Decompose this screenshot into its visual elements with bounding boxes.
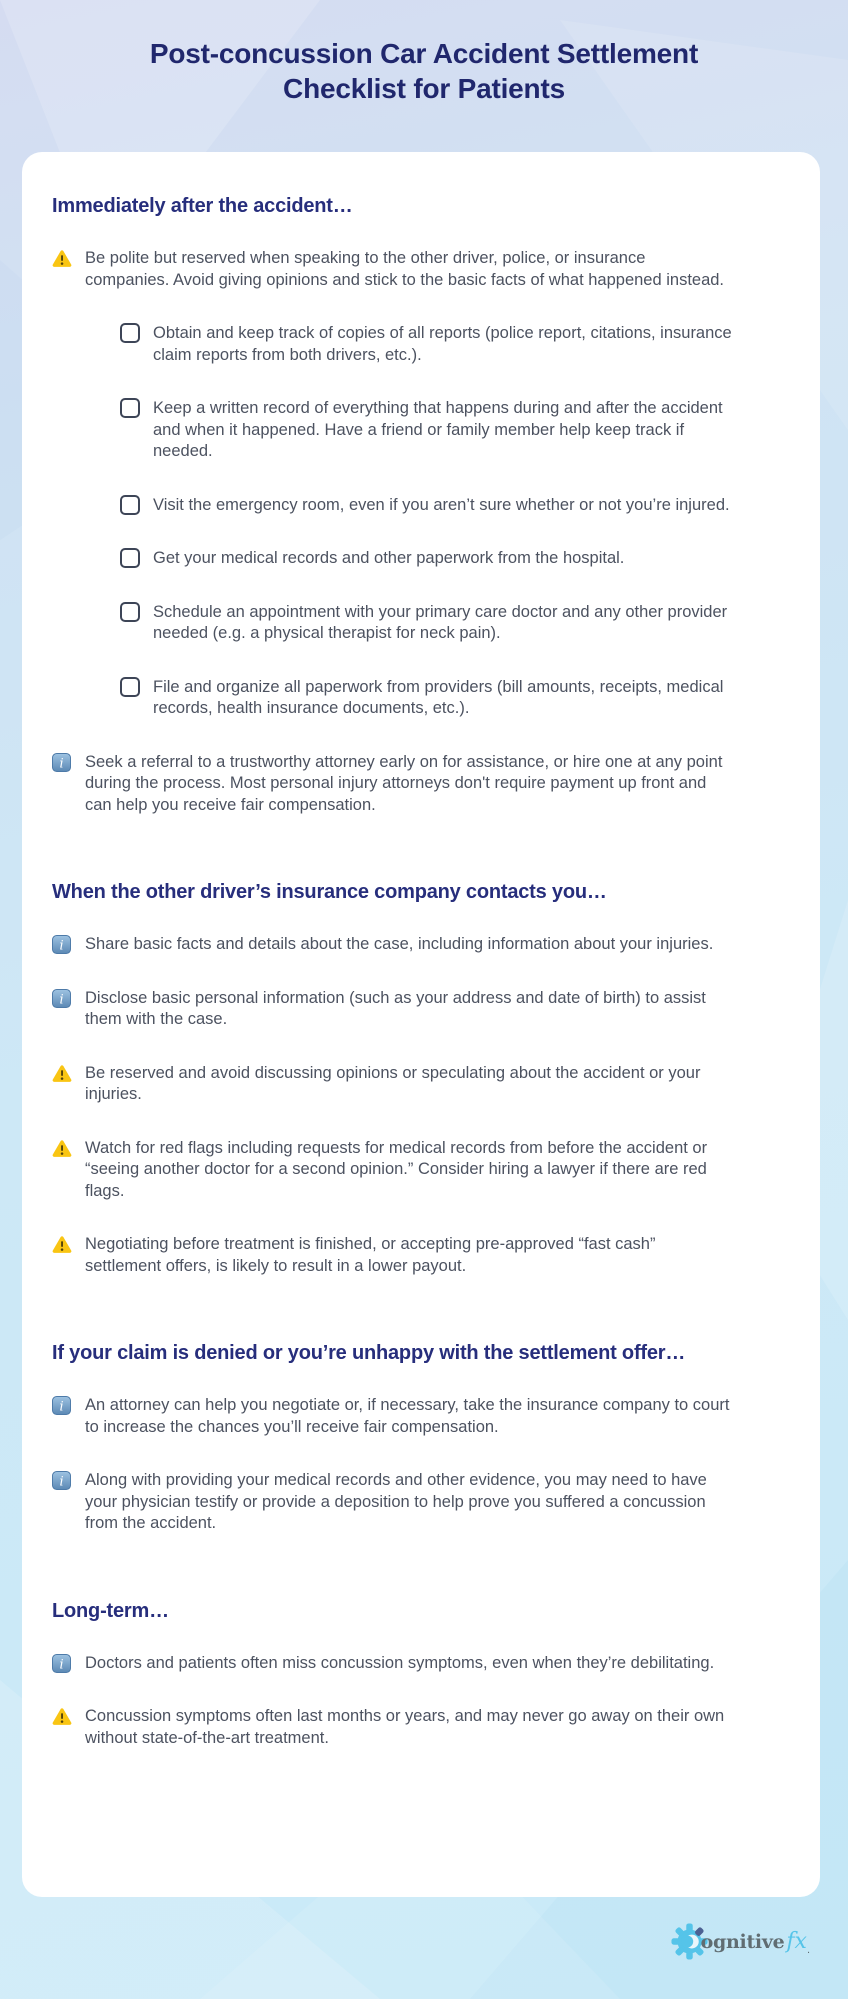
list-item bbox=[52, 934, 774, 956]
section-heading: Immediately after the accident… bbox=[52, 195, 353, 217]
warning-icon bbox=[52, 1234, 72, 1255]
checklist-task-row bbox=[120, 548, 774, 570]
warning-icon bbox=[52, 248, 72, 269]
list-item bbox=[52, 1395, 774, 1438]
checkbox[interactable] bbox=[120, 323, 140, 343]
logo-trademark-dot: . bbox=[806, 1944, 810, 1956]
list-item bbox=[52, 248, 774, 291]
checklist-task-row bbox=[120, 398, 774, 463]
page-title-line2: Checklist for Patients bbox=[283, 73, 565, 104]
warning-icon bbox=[52, 1138, 72, 1159]
item-text: An attorney can help you negotiate or, if necessary, take the insurance company to court to increase the chances you’ll receive fair compensation. bbox=[85, 1396, 730, 1436]
item-text: Be reserved and avoid discussing opinions or speculating about the accident or your injuries. bbox=[85, 1063, 701, 1103]
checklist-card bbox=[22, 152, 820, 1897]
list-item bbox=[52, 1138, 774, 1203]
info-icon bbox=[52, 988, 72, 1009]
item-text: Share basic facts and details about the case, including information about your injuries. bbox=[85, 935, 714, 953]
cognitivefx-logo bbox=[671, 1923, 810, 1960]
info-icon bbox=[52, 1653, 72, 1674]
svg-text:i: i bbox=[59, 755, 64, 771]
svg-text:i: i bbox=[59, 938, 64, 954]
svg-text:i: i bbox=[59, 1474, 64, 1490]
svg-text:i: i bbox=[59, 1399, 64, 1415]
section bbox=[52, 194, 774, 816]
page-title bbox=[0, 0, 848, 106]
footer bbox=[0, 1897, 848, 1960]
section bbox=[52, 1599, 774, 1750]
checkbox[interactable] bbox=[120, 602, 140, 622]
item-text: Seek a referral to a trustworthy attorney early on for assistance, or hire one at any point during the process. Most personal injury attorneys don't require payment up front and can help you receive fair compensation. bbox=[85, 752, 723, 814]
item-text: Doctors and patients often miss concussion symptoms, even when they’re debilitating. bbox=[85, 1653, 715, 1672]
section bbox=[52, 1341, 774, 1535]
checklist-task-row bbox=[120, 677, 774, 720]
list-item bbox=[52, 988, 774, 1031]
item-text: Keep a written record of everything that happens during and after the accident and when it happened. Have a friend or family member help keep track if needed. bbox=[153, 399, 723, 460]
sections-container bbox=[52, 194, 774, 1749]
list-item bbox=[52, 752, 774, 817]
info-icon bbox=[52, 1470, 72, 1491]
logo-wordmark: ognitive bbox=[700, 1930, 785, 1953]
svg-text:i: i bbox=[59, 1656, 64, 1672]
item-text: Visit the emergency room, even if you aren’t sure whether or not you’re injured. bbox=[153, 495, 730, 514]
item-text: Watch for red flags including requests for medical records from before the accident or “seeing another doctor for a second opinion.” Consider hiring a lawyer if there are red flags. bbox=[85, 1138, 708, 1200]
checklist-task-row bbox=[120, 495, 774, 517]
warning-icon bbox=[52, 1706, 72, 1727]
section bbox=[52, 880, 774, 1277]
checkbox[interactable] bbox=[120, 548, 140, 568]
info-icon bbox=[52, 934, 72, 955]
page-title-line1: Post-concussion Car Accident Settlement bbox=[149, 38, 699, 69]
item-text: Obtain and keep track of copies of all reports (police report, citations, insurance claim reports from both drivers, etc.). bbox=[153, 324, 732, 364]
item-text: File and organize all paperwork from providers (bill amounts, receipts, medical records, health insurance documents, etc.). bbox=[153, 677, 724, 717]
list-item bbox=[52, 1470, 774, 1535]
section-heading: Long-term… bbox=[52, 1599, 169, 1622]
list-item bbox=[52, 1653, 774, 1675]
list-item bbox=[52, 1063, 774, 1106]
checkbox[interactable] bbox=[120, 398, 140, 418]
item-text: Concussion symptoms often last months or years, and may never go away on their own without state-of-the-art treatment. bbox=[85, 1707, 725, 1747]
item-text: Schedule an appointment with your primary care doctor and any other provider needed (e.g. a physical therapist for neck pain). bbox=[153, 602, 728, 642]
item-text: Get your medical records and other paperwork from the hospital. bbox=[153, 549, 625, 567]
svg-text:i: i bbox=[59, 991, 64, 1007]
info-icon bbox=[52, 752, 72, 773]
checkbox[interactable] bbox=[120, 495, 140, 515]
list-item bbox=[52, 1706, 774, 1749]
checklist-task-row bbox=[120, 323, 774, 366]
warning-icon bbox=[52, 1063, 72, 1084]
logo-fx: fx bbox=[786, 1929, 807, 1954]
list-item bbox=[52, 1234, 774, 1277]
section-heading: If your claim is denied or you’re unhappy with the settlement offer… bbox=[52, 1342, 686, 1364]
item-text: Negotiating before treatment is finished, or accepting pre-approved “fast cash” settlement offers, is likely to result in a lower payout. bbox=[85, 1235, 656, 1275]
info-icon bbox=[52, 1395, 72, 1416]
section-heading: When the other driver’s insurance company contacts you… bbox=[52, 881, 607, 903]
checkbox[interactable] bbox=[120, 677, 140, 697]
checklist-task-row bbox=[120, 602, 774, 645]
item-text: Along with providing your medical records and other evidence, you may need to have your physician testify or provide a deposition to help prove you suffered a concussion from the accident. bbox=[85, 1471, 707, 1532]
item-text: Be polite but reserved when speaking to the other driver, police, or insurance companies. Avoid giving opinions and stick to the basic facts of what happened instead. bbox=[85, 249, 725, 289]
item-text: Disclose basic personal information (such as your address and date of birth) to assist them with the case. bbox=[85, 988, 706, 1028]
